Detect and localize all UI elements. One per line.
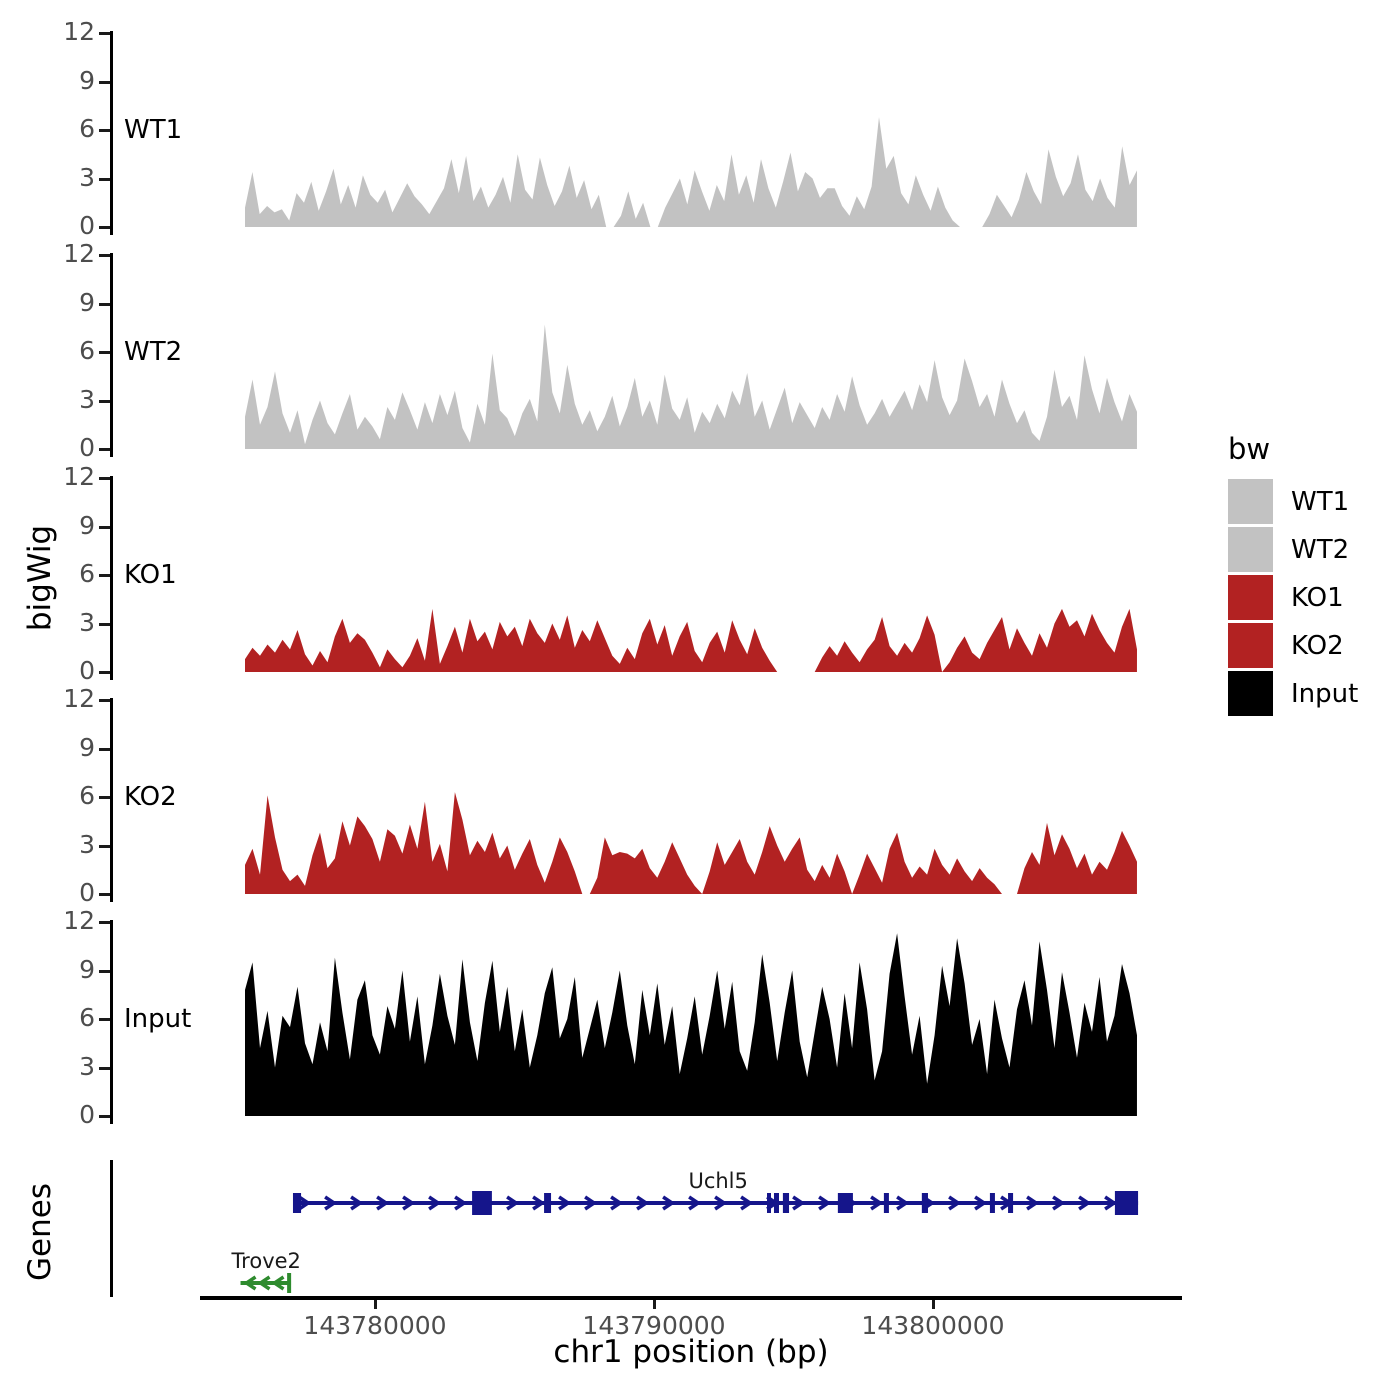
track-label-wt1: WT1 — [124, 115, 183, 145]
track-label-input: Input — [124, 1004, 192, 1034]
legend-title: bw — [1228, 432, 1271, 466]
y-tick-label: 0 — [79, 656, 95, 685]
y-axis-line — [110, 698, 113, 902]
legend-label-wt2: WT2 — [1291, 535, 1350, 565]
y-tick-mark — [99, 81, 110, 84]
signal-area-wt1 — [245, 33, 1137, 227]
track-label-wt2: WT2 — [124, 337, 183, 367]
y-tick-mark — [99, 699, 110, 702]
y-tick-label: 0 — [79, 878, 95, 907]
y-tick-label: 6 — [79, 1003, 95, 1032]
y-tick-mark — [99, 178, 110, 181]
y-axis-line — [110, 476, 113, 680]
x-tick-label: 143800000 — [861, 1311, 1005, 1340]
legend-key-ko1 — [1228, 575, 1273, 620]
y-tick-mark — [99, 748, 110, 751]
y-tick-label: 12 — [63, 684, 95, 713]
y-tick-label: 9 — [79, 732, 95, 762]
y-tick-mark — [99, 671, 110, 674]
y-tick-label: 0 — [79, 1100, 95, 1129]
facet-wt2 — [0, 239, 1400, 462]
exon-box — [544, 1193, 551, 1213]
x-tick-mark — [374, 1300, 377, 1309]
signal-area-ko1 — [245, 478, 1137, 672]
track-label-ko1: KO1 — [124, 560, 177, 590]
y-axis-title-bigwig: bigWig — [22, 524, 58, 632]
y-tick-mark — [99, 477, 110, 480]
x-tick-mark — [653, 1300, 656, 1309]
y-tick-mark — [99, 970, 110, 973]
y-tick-mark — [99, 32, 110, 35]
y-tick-label: 6 — [79, 114, 95, 143]
y-tick-label: 12 — [63, 17, 95, 46]
y-tick-mark — [99, 254, 110, 257]
facet-wt1 — [0, 17, 1400, 240]
y-tick-label: 9 — [79, 954, 95, 984]
y-tick-label: 3 — [79, 384, 95, 414]
signal-area-input — [245, 922, 1137, 1116]
y-tick-mark — [99, 1115, 110, 1118]
x-tick-label: 143790000 — [582, 1311, 726, 1340]
genes-axis-line — [110, 1160, 113, 1297]
y-tick-label: 3 — [79, 1051, 95, 1081]
y-tick-label: 3 — [79, 162, 95, 192]
y-tick-mark — [99, 574, 110, 577]
y-tick-mark — [99, 893, 110, 896]
signal-area-ko2 — [245, 700, 1137, 894]
facet-input — [0, 906, 1400, 1129]
y-tick-label: 3 — [79, 607, 95, 637]
legend-key-wt1 — [1228, 479, 1273, 524]
y-tick-mark — [99, 129, 110, 132]
y-tick-mark — [99, 400, 110, 403]
legend-label-wt1: WT1 — [1291, 487, 1350, 517]
exon-box — [783, 1193, 789, 1213]
y-tick-mark — [99, 1067, 110, 1070]
exon-box — [922, 1193, 928, 1213]
gene-uchl5 — [293, 1169, 1138, 1215]
exon-box — [472, 1191, 492, 1215]
y-tick-label: 9 — [79, 287, 95, 317]
exon-box — [838, 1193, 853, 1213]
y-tick-label: 6 — [79, 781, 95, 810]
legend-key-input — [1228, 671, 1273, 716]
y-tick-label: 9 — [79, 510, 95, 540]
track-label-ko2: KO2 — [124, 782, 177, 812]
gene-track — [200, 1158, 1182, 1298]
y-tick-mark — [99, 303, 110, 306]
signal-area-wt2 — [245, 255, 1137, 449]
y-tick-label: 12 — [63, 239, 95, 268]
y-tick-mark — [99, 796, 110, 799]
y-tick-mark — [99, 845, 110, 848]
y-axis-line — [110, 31, 113, 235]
gene-trove2 — [230, 1249, 300, 1293]
y-axis-title-genes: Genes — [22, 1183, 58, 1281]
y-tick-mark — [99, 921, 110, 924]
y-tick-label: 12 — [63, 906, 95, 935]
legend-key-wt2 — [1228, 527, 1273, 572]
gene-label-uchl5: Uchl5 — [688, 1169, 748, 1193]
legend-label-ko2: KO2 — [1291, 631, 1344, 661]
y-tick-label: 0 — [79, 211, 95, 240]
exon-box — [1008, 1193, 1013, 1213]
x-tick-label: 143780000 — [303, 1311, 447, 1340]
y-tick-label: 0 — [79, 433, 95, 462]
y-tick-label: 6 — [79, 336, 95, 365]
y-tick-mark — [99, 351, 110, 354]
y-tick-label: 6 — [79, 559, 95, 588]
exon-box — [990, 1193, 995, 1213]
y-axis-line — [110, 920, 113, 1124]
x-axis-line — [200, 1296, 1182, 1300]
y-tick-mark — [99, 448, 110, 451]
exon-box — [1115, 1191, 1138, 1215]
x-tick-mark — [932, 1300, 935, 1309]
exon-box — [293, 1193, 301, 1213]
legend-label-ko1: KO1 — [1291, 583, 1344, 613]
facet-ko1 — [0, 462, 1400, 685]
exon-box — [287, 1273, 291, 1293]
y-tick-mark — [99, 623, 110, 626]
legend-label-input: Input — [1291, 679, 1359, 709]
y-tick-mark — [99, 1018, 110, 1021]
legend-key-ko2 — [1228, 623, 1273, 668]
exon-box — [774, 1193, 779, 1213]
y-tick-label: 3 — [79, 829, 95, 859]
y-tick-label: 9 — [79, 65, 95, 95]
y-axis-line — [110, 253, 113, 457]
y-tick-mark — [99, 526, 110, 529]
x-axis-title: chr1 position (bp) — [553, 1334, 829, 1370]
exon-box — [884, 1193, 889, 1213]
exon-box — [767, 1193, 771, 1213]
y-tick-label: 12 — [63, 462, 95, 491]
y-tick-mark — [99, 226, 110, 229]
gene-label-trove2: Trove2 — [231, 1249, 301, 1273]
